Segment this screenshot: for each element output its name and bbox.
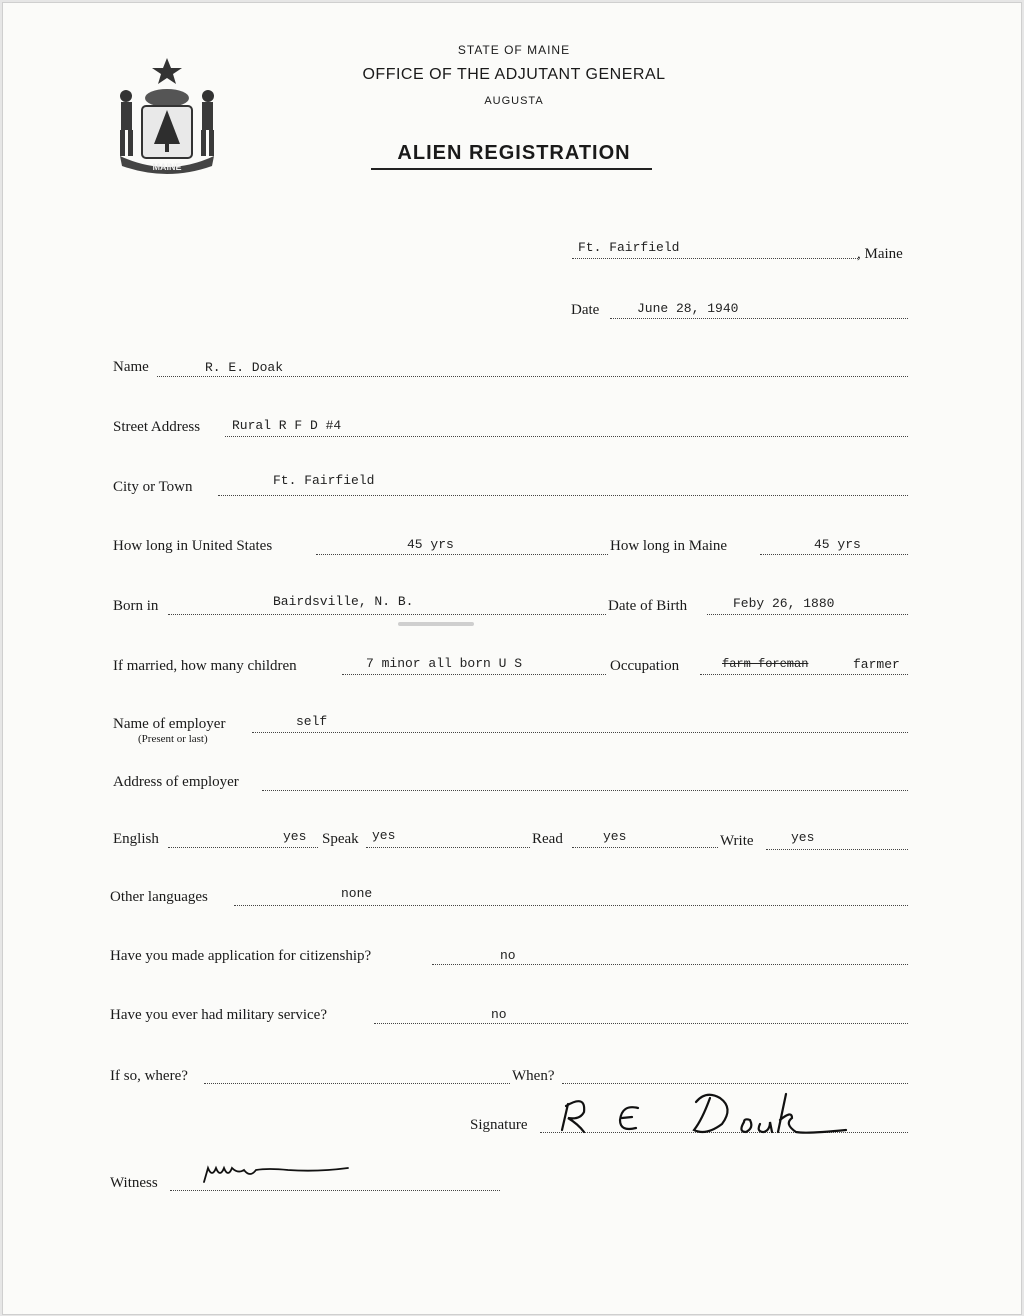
birth-date-label: Date of Birth	[608, 598, 688, 614]
date-value[interactable]: June 28, 1940	[637, 301, 739, 316]
name-line	[157, 376, 908, 377]
occupation-value[interactable]: farmer	[853, 657, 900, 672]
english-line	[168, 847, 318, 848]
street-line	[225, 436, 908, 437]
header-state: STATE OF MAINE	[457, 43, 571, 57]
children-line	[342, 674, 606, 675]
employer-sublabel: (Present or last)	[138, 733, 208, 745]
maine-duration-line	[760, 554, 908, 555]
speak-line	[366, 847, 530, 848]
service-where-label: If so, where?	[110, 1068, 188, 1084]
street-label: Street Address	[113, 419, 201, 435]
place-suffix: , Maine	[857, 246, 903, 262]
place-value[interactable]: Ft. Fairfield	[578, 240, 680, 255]
write-line	[766, 849, 908, 850]
write-label: Write	[720, 833, 754, 849]
signature-value-image	[556, 1080, 856, 1140]
citizenship-value[interactable]: no	[500, 948, 516, 963]
date-label: Date	[571, 302, 600, 318]
header-city: AUGUSTA	[484, 95, 544, 107]
write-value[interactable]: yes	[791, 830, 815, 845]
speak-value[interactable]: yes	[372, 828, 396, 843]
service-when-label: When?	[512, 1068, 555, 1084]
read-value[interactable]: yes	[603, 829, 627, 844]
speak-label: Speak	[322, 831, 359, 847]
witness-signature-image	[198, 1156, 358, 1190]
employer-line	[252, 732, 908, 733]
employer-label: Name of employer	[113, 716, 226, 732]
english-label: English	[113, 831, 159, 847]
read-line	[572, 847, 718, 848]
employer-value[interactable]: self	[296, 714, 328, 729]
city-value[interactable]: Ft. Fairfield	[273, 473, 375, 488]
military-line	[374, 1023, 908, 1024]
children-label: If married, how many children	[113, 658, 297, 674]
date-line	[610, 318, 908, 319]
other-languages-value[interactable]: none	[341, 886, 373, 901]
ink-smudge	[398, 622, 474, 626]
city-label: City or Town	[113, 479, 193, 495]
employer-address-line[interactable]	[262, 790, 908, 791]
title-underline	[371, 168, 652, 170]
witness-label: Witness	[110, 1175, 158, 1191]
occupation-struck-value: farm foreman	[722, 657, 809, 671]
read-label: Read	[532, 831, 563, 847]
witness-line	[170, 1190, 500, 1191]
other-languages-label: Other languages	[110, 889, 208, 905]
other-languages-line	[234, 905, 908, 906]
signature-label: Signature	[470, 1117, 528, 1133]
military-value[interactable]: no	[491, 1007, 507, 1022]
children-value[interactable]: 7 minor all born U S	[366, 656, 523, 671]
citizenship-line	[432, 964, 908, 965]
us-duration-label: How long in United States	[113, 538, 273, 554]
birth-date-line	[707, 614, 908, 615]
place-line	[572, 258, 858, 259]
maine-duration-value[interactable]: 45 yrs	[814, 537, 861, 552]
svg-text:MAINE: MAINE	[152, 162, 182, 172]
occupation-line	[700, 674, 908, 675]
birthplace-label: Born in	[113, 598, 159, 614]
name-label: Name	[113, 359, 149, 375]
citizenship-label: Have you made application for citizenship?	[110, 948, 372, 964]
street-value[interactable]: Rural R F D #4	[232, 418, 342, 433]
us-duration-value[interactable]: 45 yrs	[407, 537, 454, 552]
service-where-line[interactable]	[204, 1083, 510, 1084]
employer-address-label: Address of employer	[113, 774, 239, 790]
maine-duration-label: How long in Maine	[610, 538, 728, 554]
birthplace-line	[168, 614, 606, 615]
form-title: ALIEN REGISTRATION	[397, 142, 631, 164]
birth-date-value[interactable]: Feby 26, 1880	[733, 596, 835, 611]
us-duration-line	[316, 554, 608, 555]
military-label: Have you ever had military service?	[110, 1007, 327, 1023]
name-value[interactable]: R. E. Doak	[205, 360, 284, 375]
english-value[interactable]: yes	[283, 829, 307, 844]
birthplace-value[interactable]: Bairdsville, N. B.	[273, 594, 414, 609]
city-line	[218, 495, 908, 496]
header-office: OFFICE OF THE ADJUTANT GENERAL	[362, 66, 666, 83]
occupation-label: Occupation	[610, 658, 680, 674]
